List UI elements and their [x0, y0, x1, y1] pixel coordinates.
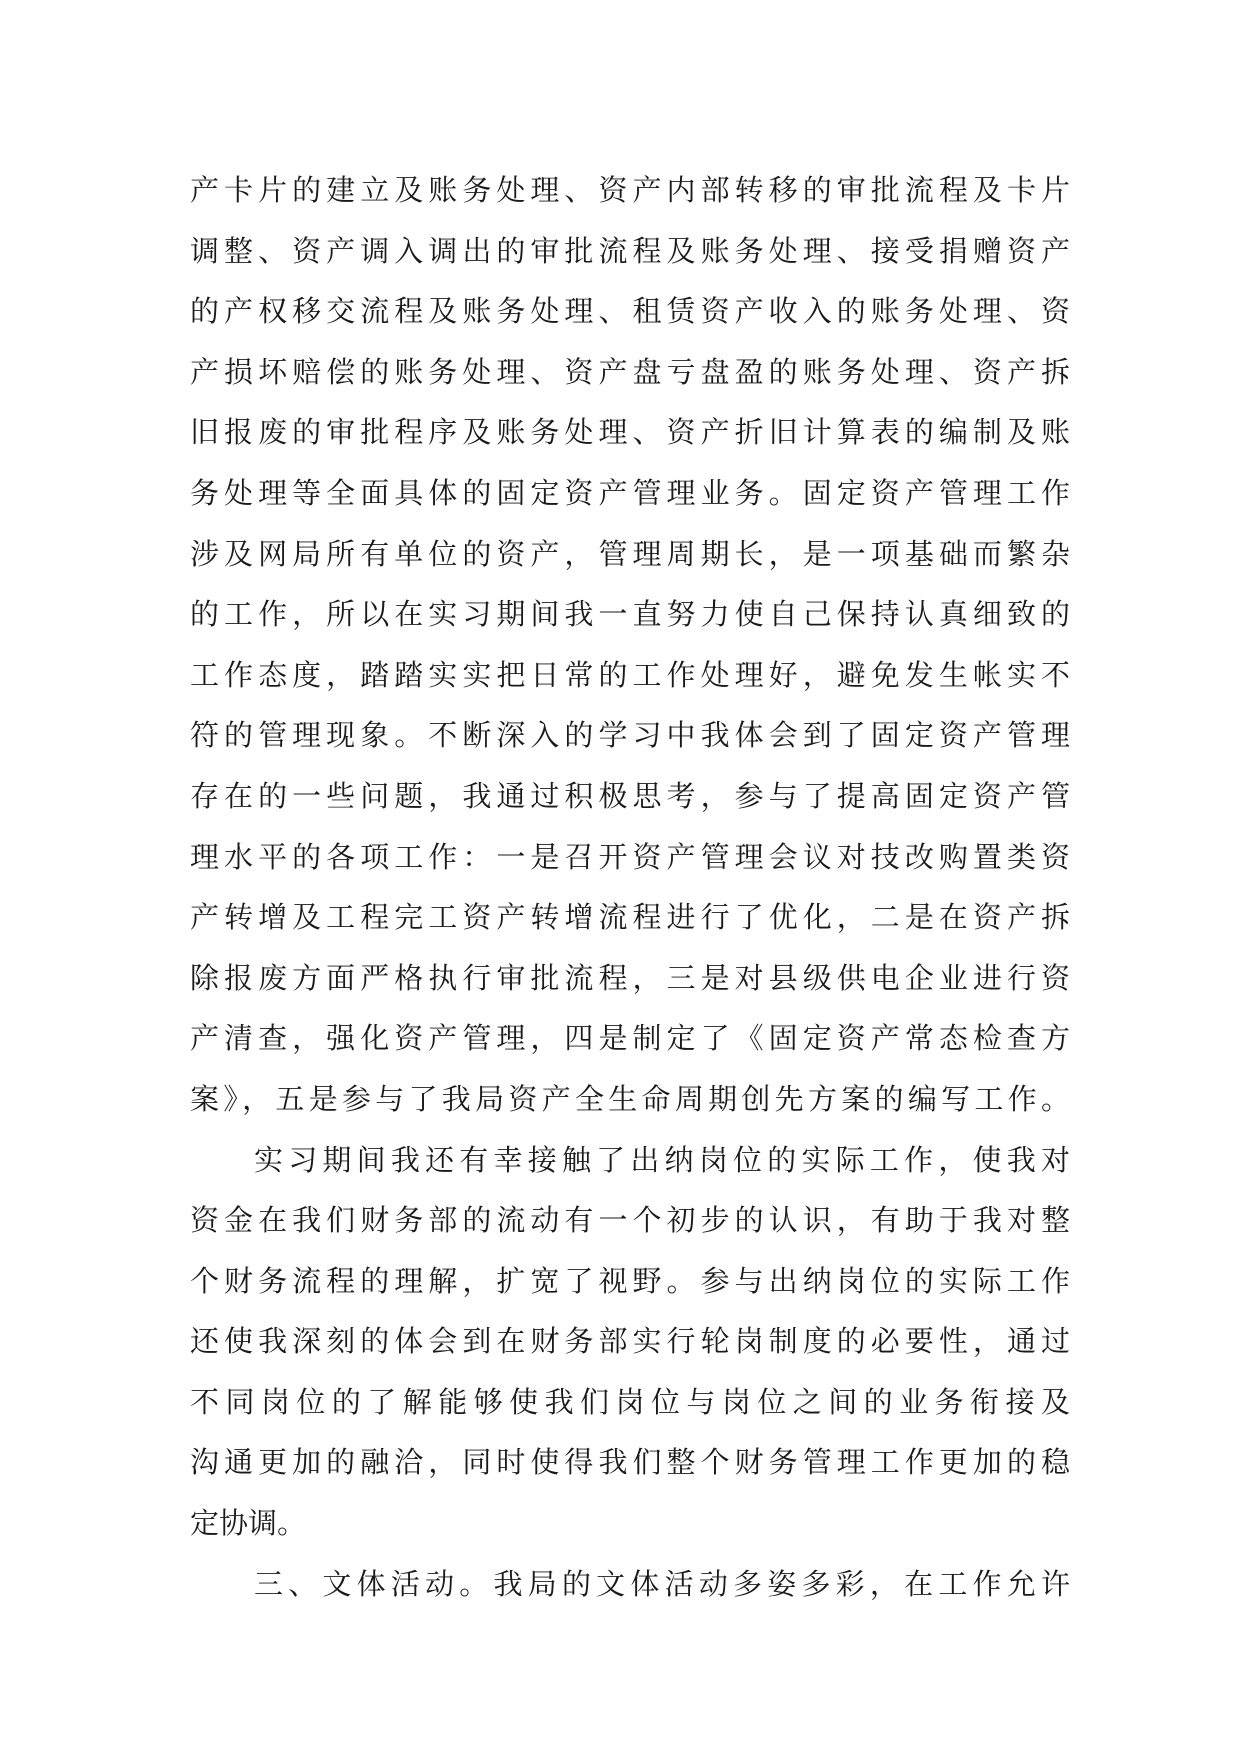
text-line: 务处理等全面具体的固定资产管理业务。固定资产管理工作	[190, 475, 1070, 510]
text-line: 沟通更加的融洽，同时使得我们整个财务管理工作更加的稳	[190, 1445, 1070, 1480]
text-line: 不同岗位的了解能够使我们岗位与岗位之间的业务衔接及	[190, 1384, 1070, 1419]
text-line: 工作态度，踏踏实实把日常的工作处理好，避免发生帐实不	[190, 657, 1070, 692]
text-line: 产清查，强化资产管理，四是制定了《固定资产常态检查方	[190, 1021, 1070, 1056]
text-line: 三、文体活动。我局的文体活动多姿多彩，在工作允许	[254, 1566, 1070, 1601]
text-line: 定协调。	[190, 1506, 307, 1541]
text-line: 符的管理现象。不断深入的学习中我体会到了固定资产管理	[190, 718, 1070, 753]
text-line: 还使我深刻的体会到在财务部实行轮岗制度的必要性，通过	[190, 1324, 1070, 1359]
text-line: 旧报废的审批程序及账务处理、资产折旧计算表的编制及账	[190, 415, 1070, 450]
text-line: 调整、资产调入调出的审批流程及账务处理、接受捐赠资产	[190, 233, 1070, 268]
text-line: 的产权移交流程及账务处理、租赁资产收入的账务处理、资	[190, 294, 1070, 329]
text-line: 产转增及工程完工资产转增流程进行了优化，二是在资产拆	[190, 900, 1070, 935]
text-line: 除报废方面严格执行审批流程，三是对县级供电企业进行资	[190, 960, 1070, 995]
text-line: 的工作，所以在实习期间我一直努力使自己保持认真细致的	[190, 597, 1070, 632]
text-line: 资金在我们财务部的流动有一个初步的认识，有助于我对整	[190, 1203, 1070, 1238]
text-line: 产卡片的建立及账务处理、资产内部转移的审批流程及卡片	[190, 173, 1070, 207]
text-line: 涉及网局所有单位的资产，管理周期长，是一项基础而繁杂	[190, 536, 1070, 571]
text-line: 案》，五是参与了我局资产全生命周期创先方案的编写工作。	[190, 1081, 1070, 1116]
text-line: 个财务流程的理解，扩宽了视野。参与出纳岗位的实际工作	[190, 1263, 1070, 1298]
text-line: 实习期间我还有幸接触了出纳岗位的实际工作，使我对	[254, 1142, 1070, 1177]
text-line: 理水平的各项工作：一是召开资产管理会议对技改购置类资	[190, 839, 1070, 874]
text-line: 产损坏赔偿的账务处理、资产盘亏盘盈的账务处理、资产拆	[190, 354, 1070, 389]
text-line: 存在的一些问题，我通过积极思考，参与了提高固定资产管	[190, 778, 1070, 813]
document-body	[190, 160, 1070, 1614]
